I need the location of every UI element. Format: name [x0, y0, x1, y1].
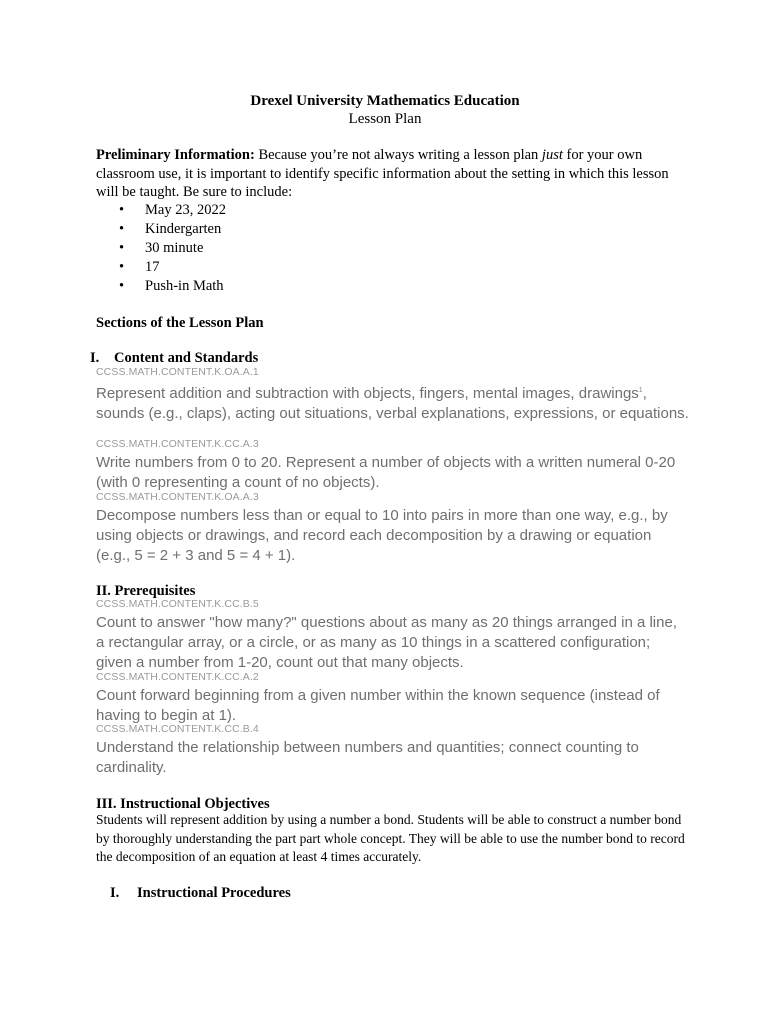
preliminary-emphasis: just [541, 147, 563, 163]
standard-code: CCSS.MATH.CONTENT.K.CC.B.5 [96, 598, 259, 610]
list-item [0, 258, 700, 277]
list-item [0, 277, 700, 296]
preliminary-label: Preliminary Information: [96, 147, 255, 163]
standard-description: Decompose numbers less than or equal to 10 into pairs in more than one way, e.g., by using objects or drawings, and record each decomposition by a drawing or equation (e.g., 5 = 2 + 3 and 5 = 4 + 1). [96, 507, 668, 564]
bullet-icon: • [119, 202, 125, 218]
standard-code: CCSS.MATH.CONTENT.K.CC.A.3 [96, 438, 259, 450]
standard-description: Write numbers from 0 to 20. Represent a number of objects with a written numeral 0-20 (with 0 representing a count of no objects). [96, 454, 676, 491]
section-numeral: I. [90, 350, 100, 366]
preliminary-bullet-list [0, 201, 700, 296]
bullet-text: Push-in Math [145, 278, 224, 294]
bullet-icon: • [119, 278, 125, 294]
preliminary-text-1: Because you’re not always writing a lesson plan [254, 147, 542, 163]
standard-description: Count to answer "how many?" questions about as many as 20 things arranged in a line, a rectangular array, or a circle, or as many as 10 things in a scattered configuration; given a number from 1-20, count out that many objects. [96, 614, 677, 671]
footnote-marker: 1 [638, 387, 643, 394]
list-item [0, 201, 700, 220]
procedures-heading: Instructional Procedures [137, 885, 291, 901]
objectives-text: Students will represent addition by using a number a bond. Students will be able to construct a number bond by thoroughly understanding the part part whole concept. They will be able to use the number bond to record the decomposition of an equation at least 4 times accurately. [96, 812, 685, 864]
standard-description: Count forward beginning from a given number within the known sequence (instead of having to begin at 1). [96, 687, 660, 724]
bullet-icon: • [119, 240, 125, 256]
standard-code: CCSS.MATH.CONTENT.K.CC.B.4 [96, 723, 259, 735]
bullet-icon: • [119, 259, 125, 275]
standard-description [96, 381, 696, 424]
section-numeral: I. [110, 885, 120, 901]
standard-code: CCSS.MATH.CONTENT.K.OA.A.3 [96, 491, 259, 503]
preliminary-text-2: for your own classroom use, it is important to identify specific information about the setting in which this lesson will be taught. Be sure to include: [96, 147, 669, 200]
standard-text: Represent addition and subtraction with objects, fingers, mental images, drawings [96, 385, 639, 402]
preliminary-paragraph [96, 146, 676, 202]
standard-code: CCSS.MATH.CONTENT.K.CC.A.2 [96, 671, 259, 683]
bullet-text: May 23, 2022 [145, 202, 226, 218]
standard-description: Understand the relationship between numbers and quantities; connect counting to cardinality. [96, 739, 639, 776]
bullet-text: 17 [145, 259, 160, 275]
document-subtitle: Lesson Plan [348, 111, 422, 127]
content-standards-heading: Content and Standards [114, 350, 259, 366]
bullet-text: Kindergarten [145, 221, 222, 237]
standard-text-continued: , sounds (e.g., claps), acting out situations, verbal explanations, expressions, or equations. [96, 385, 689, 422]
bullet-icon: • [119, 221, 125, 237]
standard-code: CCSS.MATH.CONTENT.K.OA.A.1 [96, 366, 259, 378]
prerequisites-heading: II. Prerequisites [96, 583, 196, 599]
list-item [0, 220, 700, 239]
sections-heading: Sections of the Lesson Plan [96, 315, 264, 331]
bullet-text: 30 minute [145, 240, 204, 256]
document-title: Drexel University Mathematics Education [250, 93, 520, 109]
list-item [0, 239, 700, 258]
objectives-heading: III. Instructional Objectives [96, 796, 270, 812]
